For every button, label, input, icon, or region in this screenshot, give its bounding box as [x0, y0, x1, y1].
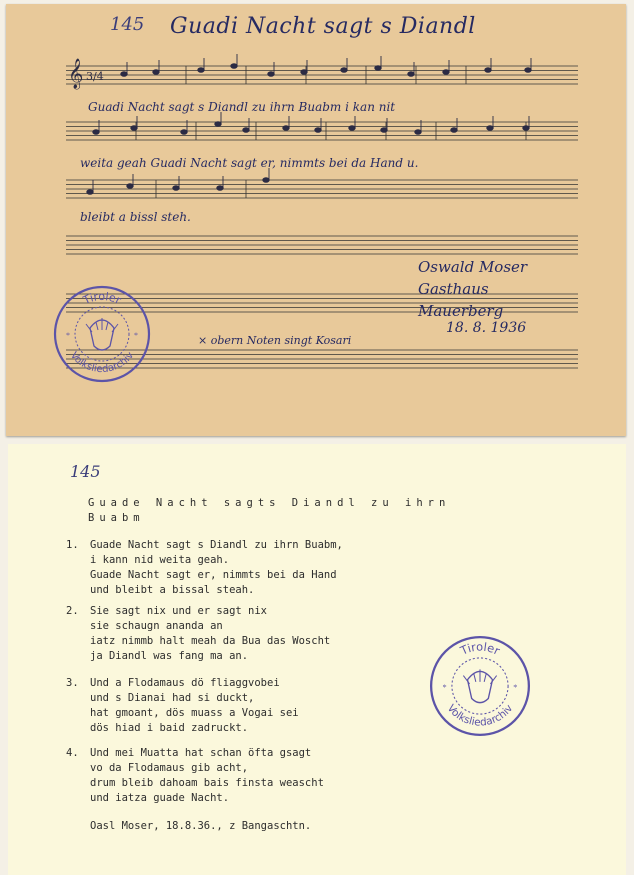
verse-line: und bleibt a bissal steah.: [90, 584, 255, 596]
svg-text:*: *: [66, 331, 70, 340]
note-head: [243, 128, 249, 133]
note-head: [443, 70, 449, 75]
note-head: [217, 186, 223, 191]
verse-line: Guade Nacht sagt er, nimmts bei da Hand: [90, 569, 337, 581]
lyric-line: Guadi Nacht sagt s Diandl zu ihrn Buabm i kan nit: [88, 100, 396, 114]
note-head: [415, 130, 421, 135]
note-head: [375, 66, 381, 71]
note-head: [525, 68, 531, 73]
verse-line: Sie sagt nix und er sagt nix: [90, 605, 268, 617]
lyric-line: weita geah Guadi Nacht sagt er, nimmts bei da Hand u.: [80, 156, 419, 170]
note-head: [263, 178, 269, 183]
note-head: [153, 70, 159, 75]
card-title: Guadi Nacht sagt s Diandl: [170, 14, 476, 39]
note-head: [408, 72, 414, 77]
treble-clef-icon: 𝄞: [68, 59, 84, 89]
note-head: [268, 72, 274, 77]
verse-line: und s Dianai had si duckt,: [90, 692, 255, 704]
note-head: [181, 130, 187, 135]
verse-line: hat gmoant, dös muass a Vogai sei: [90, 707, 299, 719]
note-head: [487, 126, 493, 131]
typed-lyrics-sheet: [8, 444, 626, 875]
note-head: [301, 70, 307, 75]
verse-line: i kann nid weita geah.: [90, 554, 230, 566]
signature-name: Oswald Moser: [418, 258, 528, 276]
note-head: [87, 190, 93, 195]
verse-line: und iatza guade Nacht.: [90, 792, 230, 804]
typed-signature: Oasl Moser, 18.8.36., z Bangaschtn.: [90, 820, 312, 832]
note-head: [523, 126, 529, 131]
sheet-title: [88, 496, 588, 526]
verse-number: 2.: [66, 605, 79, 617]
svg-text:*: *: [513, 683, 518, 693]
svg-text:Tiroler: Tiroler: [81, 289, 124, 308]
sheet-number: 145: [70, 462, 101, 481]
note-head: [127, 184, 133, 189]
note-head: [231, 64, 237, 69]
note-head: [349, 126, 355, 131]
svg-text:*: *: [134, 331, 138, 340]
verse-line: sie schaugn ananda an: [90, 620, 223, 632]
time-signature: 3/4: [86, 70, 104, 83]
verse-line: drum bleib dahoam bais finsta weascht: [90, 777, 324, 789]
verse-line: dös hiad i baid zadruckt.: [90, 722, 249, 734]
verse-number: 1.: [66, 539, 79, 551]
svg-text:Tiroler: Tiroler: [458, 639, 503, 658]
verse-line: Guade Nacht sagt s Diandl zu ihrn Buabm,: [90, 539, 343, 551]
note-head: [341, 68, 347, 73]
svg-text:*: *: [442, 683, 447, 693]
footnote: × obern Noten singt Kosari: [198, 334, 352, 347]
note-head: [283, 126, 289, 131]
note-head: [131, 126, 137, 131]
archive-stamp: [428, 634, 532, 738]
card-number: 145: [110, 14, 145, 35]
note-head: [315, 128, 321, 133]
note-head: [485, 68, 491, 73]
verse-line: vo da Flodamaus gib acht,: [90, 762, 249, 774]
note-head: [93, 130, 99, 135]
archive-stamp: [52, 284, 152, 384]
verse-line: iatz nimmb halt meah da Bua das Woscht: [90, 635, 331, 647]
manuscript-card: [6, 4, 626, 436]
verse-line: Und a Flodamaus dö fliaggvobei: [90, 677, 280, 689]
note-head: [173, 186, 179, 191]
signature-location: Mauerberg: [418, 302, 504, 320]
note-head: [215, 122, 221, 127]
svg-text:Volksliedarchiv: Volksliedarchiv: [67, 350, 137, 376]
note-head: [121, 72, 127, 77]
verse-number: 4.: [66, 747, 79, 759]
signature-date: 18. 8. 1936: [446, 320, 527, 336]
verse-number: 3.: [66, 677, 79, 689]
sheet-title-line: Buabm: [88, 512, 145, 524]
note-head: [381, 128, 387, 133]
lyric-line: bleibt a bissl steh.: [80, 210, 191, 224]
note-head: [451, 128, 457, 133]
verse-line: Und mei Muatta hat schan öfta gsagt: [90, 747, 312, 759]
signature-place: Gasthaus: [418, 280, 489, 298]
verse-line: ja Diandl was fang ma an.: [90, 650, 249, 662]
note-head: [198, 68, 204, 73]
sheet-title-line: Guade Nacht sagts Diandl zu ihrn: [88, 497, 451, 509]
svg-text:Volksliedarchiv: Volksliedarchiv: [444, 702, 516, 729]
